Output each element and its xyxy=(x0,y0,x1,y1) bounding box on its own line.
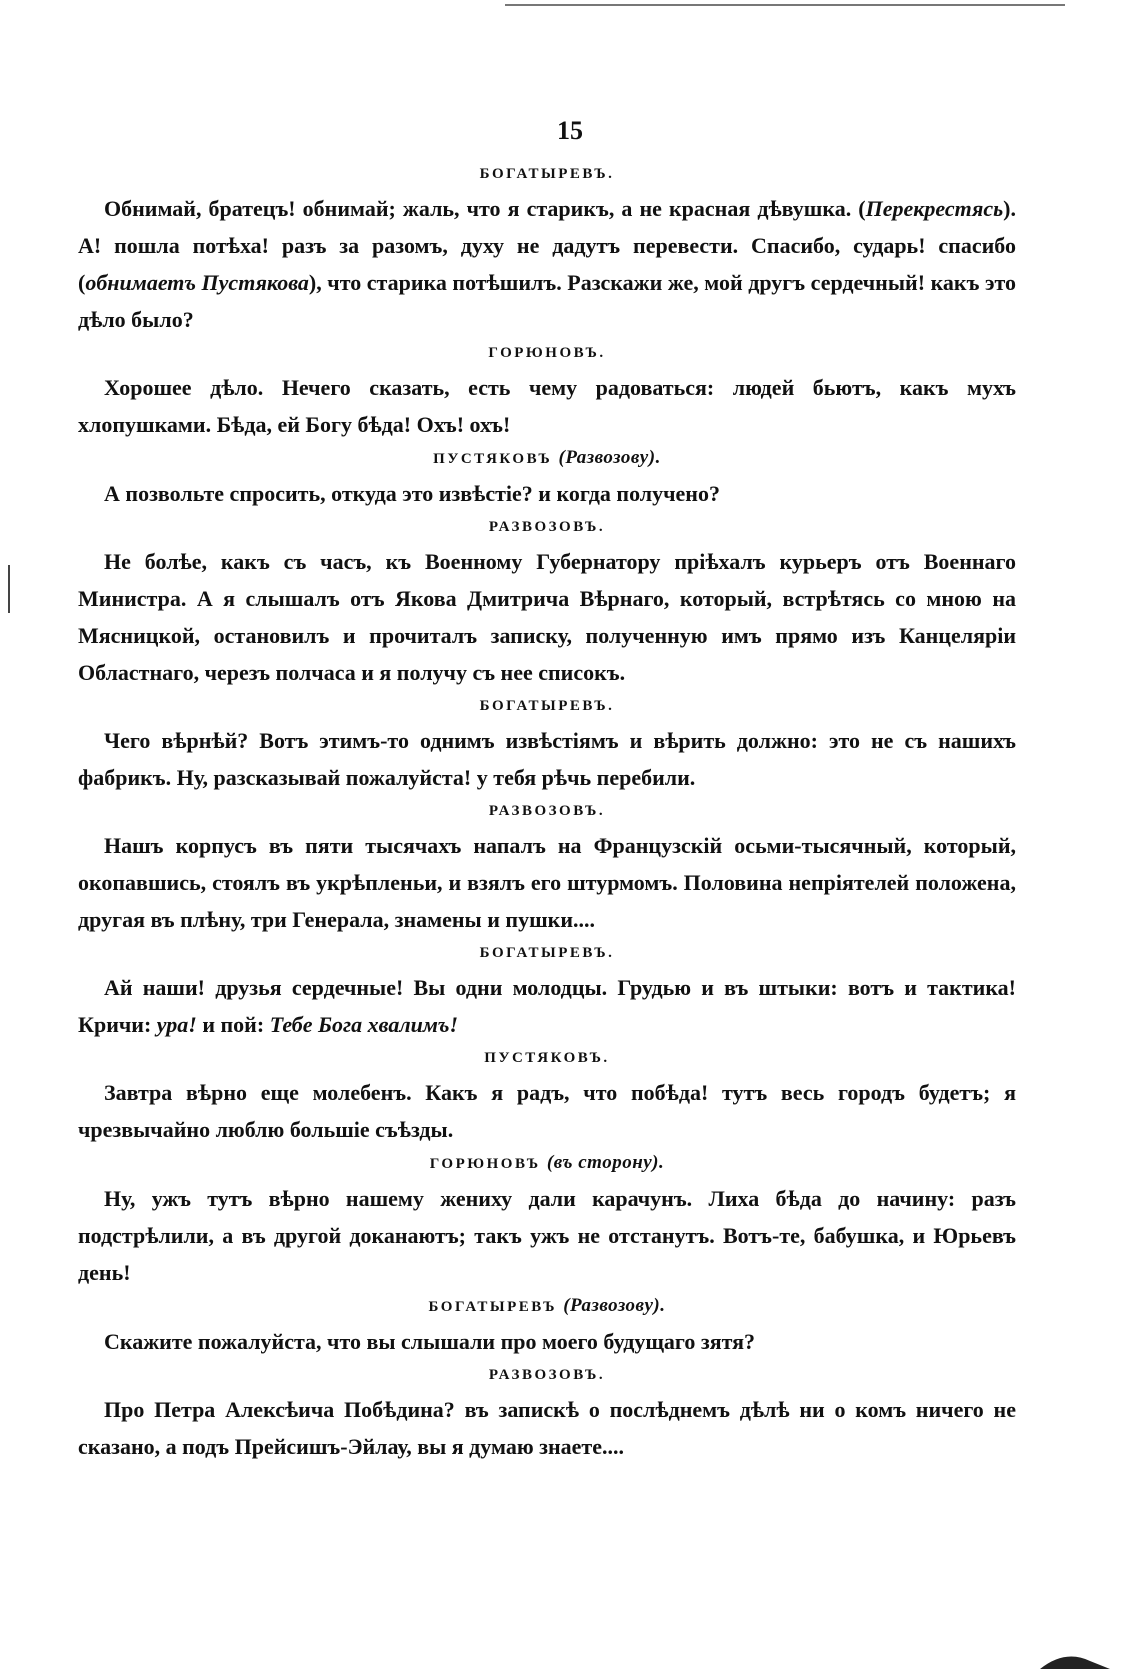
stage-direction: (Развозову). xyxy=(558,447,661,468)
speaker-label: РАЗВОЗОВЪ. xyxy=(488,1367,606,1383)
speech-text: Не болѣе, какъ съ часъ, къ Военному Губернатору пріѣхалъ курьеръ отъ Военнаго Министра. А я слышалъ отъ Якова Дмитрича Вѣрнаго, который, встрѣтясь со мною на Мясницкой, остановилъ и прочиталъ записку, полученную имъ прямо изъ Канцеляріи Областнаго, черезъ полчаса и я получу съ нее списокъ. xyxy=(78,549,1016,685)
corner-scan-artifact xyxy=(1040,1647,1110,1669)
speech-paragraph xyxy=(78,369,1016,443)
margin-scan-mark xyxy=(8,565,10,613)
speaker-name xyxy=(78,1294,1016,1319)
speech-paragraph xyxy=(78,722,1016,796)
speaker-label: БОГАТЫРЕВЪ. xyxy=(479,698,615,714)
top-scan-rule xyxy=(505,4,1065,6)
speech-text: ). А! пошла потѣха! разъ за разомъ, духу не дадутъ перевести. Спасибо, сударь! спасибо ( xyxy=(78,196,1016,295)
speaker-name xyxy=(78,515,1016,539)
speech-paragraph xyxy=(78,1180,1016,1291)
speaker-name xyxy=(78,341,1016,365)
italic-remark: Перекрестясь xyxy=(865,196,1004,221)
speech-text: Скажите пожалуйста, что вы слышали про моего будущаго зятя? xyxy=(104,1329,756,1354)
speech-text: Хорошее дѣло. Нечего сказать, есть чему радоваться: людей бьютъ, какъ мухъ хлопушками. Бѣда, ей Богу бѣда! Охъ! охъ! xyxy=(78,375,1016,437)
speech-paragraph xyxy=(78,827,1016,938)
speech-paragraph xyxy=(78,1074,1016,1148)
speaker-name xyxy=(78,799,1016,823)
speech-text: Про Петра Алексѣича Побѣдина? въ запискѣ о послѣднемъ дѣлѣ ни о комъ ничего не сказано, а подъ Прейсишъ-Эйлау, вы я думаю знаете.... xyxy=(78,1397,1016,1459)
speech-text: А позвольте спросить, откуда это извѣстіе? и когда получено? xyxy=(104,481,720,506)
italic-remark: Тебе Бога хвалимъ! xyxy=(269,1012,459,1037)
speaker-label: БОГАТЫРЕВЪ. xyxy=(479,166,615,182)
speech-paragraph xyxy=(78,475,1016,512)
speaker-name xyxy=(78,1151,1016,1176)
speech-paragraph xyxy=(78,543,1016,691)
speech-paragraph xyxy=(78,190,1016,338)
speaker-name xyxy=(78,1363,1016,1387)
speech-paragraph xyxy=(78,1323,1016,1360)
page-body xyxy=(78,160,1016,1468)
speaker-label: БОГАТЫРЕВЪ xyxy=(428,1299,557,1315)
speaker-name xyxy=(78,694,1016,718)
speaker-label: РАЗВОЗОВЪ. xyxy=(488,519,606,535)
speaker-label: РАЗВОЗОВЪ. xyxy=(488,803,606,819)
speaker-name xyxy=(78,446,1016,471)
speaker-label: ПУСТЯКОВЪ xyxy=(433,451,553,467)
speaker-name xyxy=(78,1046,1016,1070)
speech-text: Ну, ужъ тутъ вѣрно нашему жениху дали карачунъ. Лиха бѣда до начину: разъ подстрѣлили, а въ другой доканаютъ; такъ ужъ не отстанутъ. Вотъ-те, бабушка, и Юрьевъ день! xyxy=(78,1186,1016,1285)
speaker-label: ГОРЮНОВЪ. xyxy=(488,345,606,361)
speech-text: Чего вѣрнѣй? Вотъ этимъ-то однимъ извѣстіямъ и вѣрить должно: это не съ нашихъ фабрикъ. Ну, разсказывай пожалуйста! у тебя рѣчь перебили. xyxy=(78,728,1016,790)
italic-remark: ура! xyxy=(156,1012,197,1037)
speaker-label: ГОРЮНОВЪ xyxy=(429,1156,541,1172)
speech-paragraph xyxy=(78,1391,1016,1465)
speaker-name xyxy=(78,162,1016,186)
stage-direction: (въ сторону). xyxy=(546,1152,665,1173)
speech-text: Нашъ корпусъ въ пяти тысячахъ напалъ на Французскій осьми-тысячный, который, окопавшись, стоялъ въ укрѣпленьи, и взялъ его штурмомъ. Половина непріятелей положена, другая въ плѣну, три Генерала, знамены и пушки.... xyxy=(78,833,1016,932)
stage-direction: (Развозову). xyxy=(563,1295,666,1316)
page-number: 15 xyxy=(557,116,583,145)
speech-text: и пой: xyxy=(196,1012,270,1037)
speech-text: Ай наши! друзья сердечные! Вы одни молодцы. Грудью и въ штыки: вотъ и тактика! Кричи: xyxy=(78,975,1016,1037)
speech-paragraph xyxy=(78,969,1016,1043)
speech-text: Обнимай, братецъ! обнимай; жаль, что я старикъ, а не красная дѣвушка. ( xyxy=(104,196,866,221)
italic-remark: обнимаетъ Пустякова xyxy=(85,270,309,295)
speech-text: Завтра вѣрно еще молебенъ. Какъ я радъ, что побѣда! тутъ весь городъ будетъ; я чрезвычайно люблю большіе съѣзды. xyxy=(78,1080,1016,1142)
speaker-name xyxy=(78,941,1016,965)
speaker-label: БОГАТЫРЕВЪ. xyxy=(479,945,615,961)
speaker-label: ПУСТЯКОВЪ. xyxy=(484,1050,610,1066)
speech-text: ), что старика потѣшилъ. Разскажи же, мой другъ сердечный! какъ это дѣло было? xyxy=(78,270,1016,332)
